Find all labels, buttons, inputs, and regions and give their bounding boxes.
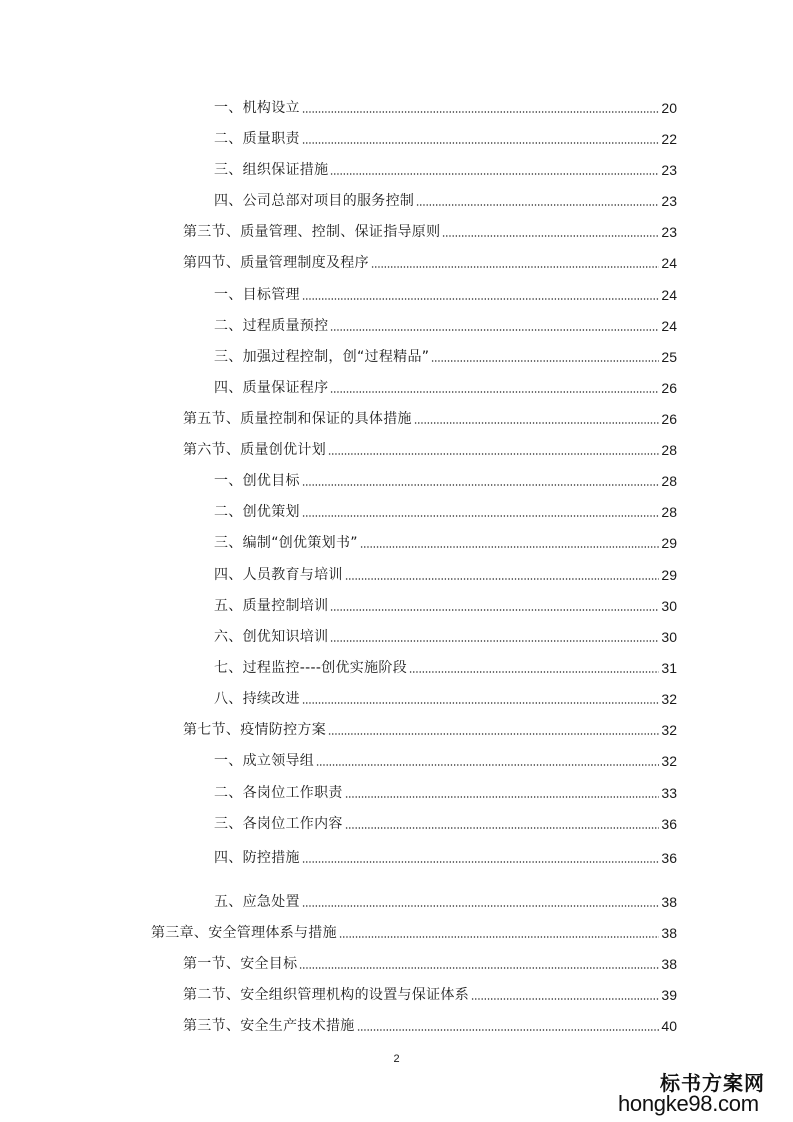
toc-entry-page: 30 <box>661 598 677 614</box>
toc-entry-title: 二、过程质量预控 <box>214 318 329 334</box>
toc-entry-page: 24 <box>661 287 677 303</box>
dot-leader <box>302 484 660 486</box>
toc-entry-title: 一、目标管理 <box>214 287 300 303</box>
toc-entry-title: 第六节、质量创优计划 <box>183 442 326 458</box>
toc-entry-page: 23 <box>661 162 677 178</box>
toc-entry-title: 第三章、安全管理体系与措施 <box>151 925 337 941</box>
toc-entry-title: 四、防控措施 <box>214 850 300 866</box>
toc-entry-title: 四、质量保证程序 <box>214 380 329 396</box>
dot-leader <box>431 360 659 362</box>
toc-entry-title: 二、质量职责 <box>214 131 300 147</box>
toc-entry-title: 八、持续改进 <box>214 691 300 707</box>
toc-entry-title: 五、质量控制培训 <box>214 598 329 614</box>
toc-entry-title: 三、各岗位工作内容 <box>214 816 343 832</box>
toc-entry[interactable] <box>214 811 677 833</box>
toc-entry-page: 29 <box>661 535 677 551</box>
dot-leader <box>345 796 660 798</box>
dot-leader <box>330 173 659 175</box>
toc-entry-page: 24 <box>661 255 677 271</box>
toc-entry-page: 38 <box>661 894 677 910</box>
toc-entry-page: 20 <box>661 100 677 116</box>
toc-entry-page: 28 <box>661 504 677 520</box>
toc-entry-page: 28 <box>661 442 677 458</box>
toc-entry-title: 第四节、质量管理制度及程序 <box>183 255 369 271</box>
dot-leader <box>302 142 660 144</box>
toc-entry-page: 40 <box>661 1018 677 1034</box>
toc-entry[interactable] <box>214 780 677 802</box>
toc-entry-page: 38 <box>661 925 677 941</box>
toc-entry[interactable] <box>151 920 677 942</box>
dot-leader <box>302 702 660 704</box>
toc-entry[interactable] <box>214 530 677 552</box>
toc-entry[interactable] <box>214 95 677 117</box>
watermark-name: 标书方案网 <box>660 1071 765 1095</box>
toc-entry-title: 一、机构设立 <box>214 100 300 116</box>
page-number: 2 <box>393 1053 400 1065</box>
dot-leader <box>299 967 659 969</box>
dot-leader <box>302 298 660 300</box>
toc-entry[interactable] <box>214 889 677 911</box>
dot-leader <box>357 1029 660 1031</box>
dot-leader <box>360 546 660 548</box>
toc-entry-title: 五、应急处置 <box>214 894 300 910</box>
toc-entry-page: 33 <box>661 785 677 801</box>
toc-entry[interactable] <box>183 717 677 739</box>
dot-leader <box>302 111 660 113</box>
toc-entry[interactable] <box>214 188 677 210</box>
toc-entry[interactable] <box>183 951 677 973</box>
toc-entry-title: 第七节、疫情防控方案 <box>183 722 326 738</box>
toc-entry[interactable] <box>214 562 677 584</box>
dot-leader <box>471 998 659 1000</box>
toc-entry-title: 一、创优目标 <box>214 473 300 489</box>
toc-entry-title: 第三节、质量管理、控制、保证指导原则 <box>183 224 441 240</box>
toc-entry-title: 四、人员教育与培训 <box>214 567 343 583</box>
toc-entry-page: 23 <box>661 224 677 240</box>
toc-entry[interactable] <box>183 982 677 1004</box>
toc-entry[interactable] <box>214 593 677 615</box>
toc-entry-title: 二、创优策划 <box>214 504 300 520</box>
site-watermark <box>618 1065 788 1120</box>
dot-leader <box>330 329 659 331</box>
dot-leader <box>316 764 659 766</box>
toc-entry[interactable] <box>214 468 677 490</box>
toc-entry-page: 32 <box>661 722 677 738</box>
toc-entry-page: 31 <box>661 660 677 676</box>
toc-entry-title: 第二节、安全组织管理机构的设置与保证体系 <box>183 987 469 1003</box>
toc-entry-page: 36 <box>661 850 677 866</box>
toc-entry[interactable] <box>183 1013 677 1035</box>
toc-entry[interactable] <box>183 250 677 272</box>
toc-entry[interactable] <box>214 313 677 335</box>
toc-entry-page: 25 <box>661 349 677 365</box>
toc-entry-page: 39 <box>661 987 677 1003</box>
toc-entry-title: 二、各岗位工作职责 <box>214 785 343 801</box>
dot-leader <box>416 204 659 206</box>
dot-leader <box>371 266 660 268</box>
toc-entry[interactable] <box>214 499 677 521</box>
toc-entry-page: 26 <box>661 411 677 427</box>
toc-entry-title: 第五节、质量控制和保证的具体措施 <box>183 411 412 427</box>
toc-entry[interactable] <box>214 157 677 179</box>
dot-leader <box>345 827 660 829</box>
dot-leader <box>328 453 659 455</box>
toc-entry[interactable] <box>183 406 677 428</box>
toc-entry[interactable] <box>214 375 677 397</box>
toc-entry[interactable] <box>183 219 677 241</box>
toc-entry[interactable] <box>214 344 677 366</box>
toc-entry[interactable] <box>214 845 677 867</box>
toc-entry-page: 29 <box>661 567 677 583</box>
dot-leader <box>330 391 659 393</box>
dot-leader <box>339 936 660 938</box>
dot-leader <box>330 640 659 642</box>
toc-entry[interactable] <box>214 655 677 677</box>
toc-entry-title: 三、加强过程控制，创“过程精品” <box>214 349 430 365</box>
toc-entry-page: 28 <box>661 473 677 489</box>
toc-entry-page: 24 <box>661 318 677 334</box>
dot-leader <box>302 861 660 863</box>
dot-leader <box>302 905 660 907</box>
dot-leader <box>409 671 659 673</box>
dot-leader <box>302 515 660 517</box>
dot-leader <box>442 235 659 237</box>
toc-entry[interactable] <box>214 748 677 770</box>
dot-leader <box>345 578 660 580</box>
toc-entry[interactable] <box>183 437 677 459</box>
toc-entry-title: 一、成立领导组 <box>214 753 315 769</box>
toc-entry-title: 第一节、安全目标 <box>183 956 298 972</box>
toc-entry-title: 第三节、安全生产技术措施 <box>183 1018 355 1034</box>
toc-entry-page: 23 <box>661 193 677 209</box>
toc-entry-page: 38 <box>661 956 677 972</box>
toc-entry-title: 四、公司总部对项目的服务控制 <box>214 193 415 209</box>
toc-entry[interactable] <box>214 686 677 708</box>
watermark-url: hongke98.com <box>618 1091 759 1116</box>
toc-entry-page: 32 <box>661 753 677 769</box>
toc-entry-page: 22 <box>661 131 677 147</box>
toc-entry-page: 36 <box>661 816 677 832</box>
dot-leader <box>414 422 660 424</box>
toc-entry-page: 26 <box>661 380 677 396</box>
dot-leader <box>330 609 659 611</box>
toc-entry-page: 30 <box>661 629 677 645</box>
toc-entry[interactable] <box>214 282 677 304</box>
toc-entry-title: 三、组织保证措施 <box>214 162 329 178</box>
toc-entry[interactable] <box>214 624 677 646</box>
toc-entry[interactable] <box>214 126 677 148</box>
dot-leader <box>328 733 659 735</box>
toc-entry-page: 32 <box>661 691 677 707</box>
toc-entry-title: 三、编制“创优策划书” <box>214 535 358 551</box>
toc-entry-title: 六、创优知识培训 <box>214 629 329 645</box>
toc-entry-title: 七、过程监控----创优实施阶段 <box>214 660 408 676</box>
